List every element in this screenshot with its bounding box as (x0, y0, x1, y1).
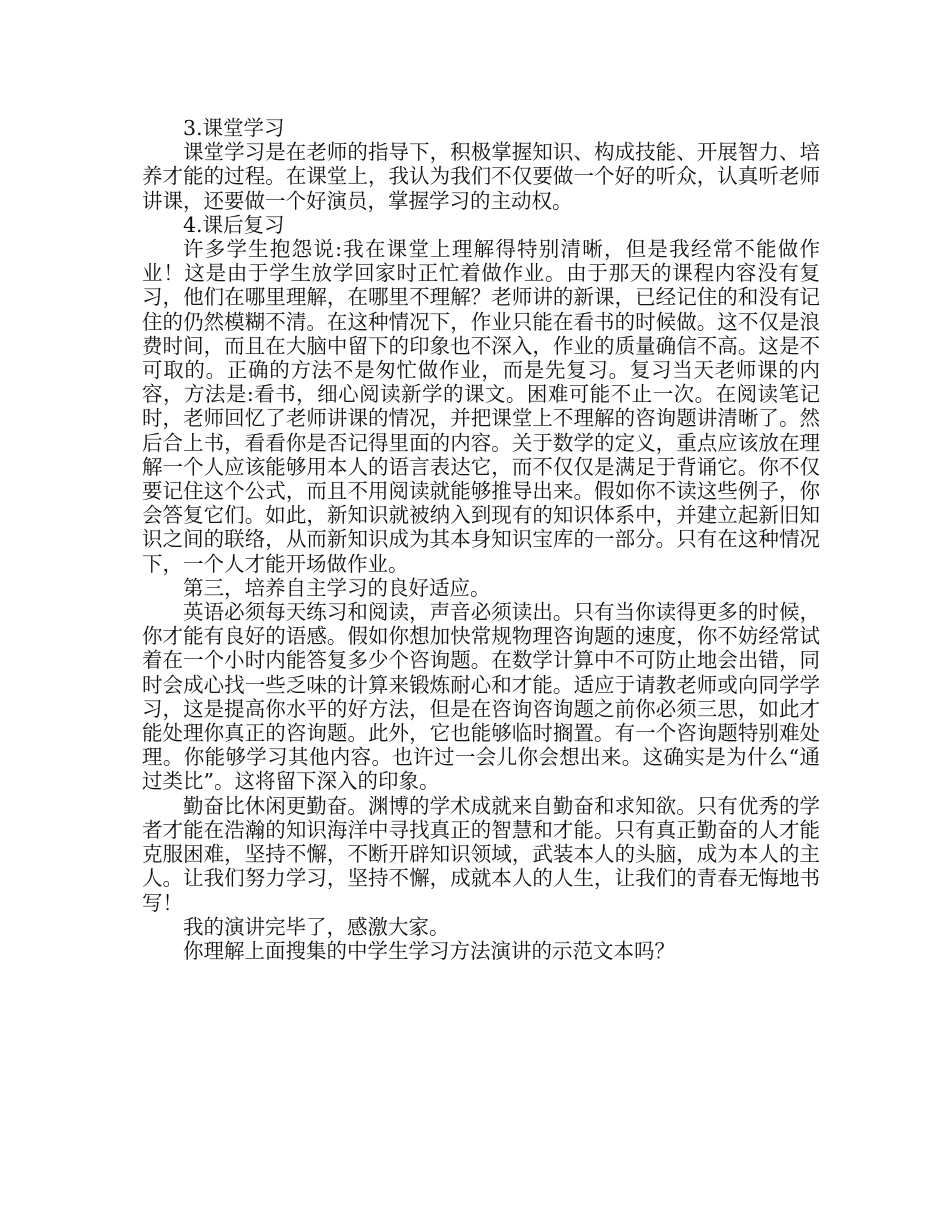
paragraph-english-practice: 英语必须每天练习和阅读，声音必须读出。只有当你读得更多的时候，你才能有良好的语感。假如你想加快常规物理咨询题的速度，你不妨经常试着在一个小时内能答复多少个咨询题。在数学计算中不可防止地会出错，同时会成心找一些乏味的计算来锻炼耐心和才能。适应于请教老师或向同学学习，这是提高你水平的好方法，但是在咨询咨询题之前你必须三思，如此才能处理你真正的咨询题。此外，它也能够临时搁置。有一个咨询题特别难处理。你能够学习其他内容。也许过一会儿你会想出来。这确实是为什么“通过类比”。这将留下深入的印象。 (142, 600, 820, 794)
section-heading-classroom-learning: 3.课堂学习 (183, 116, 285, 140)
paragraph-closing-thanks: 我的演讲完毕了，感激大家。 (183, 914, 450, 939)
section-heading-after-class-review: 4.课后复习 (183, 212, 285, 237)
paragraph-classroom-learning: 课堂学习是在老师的指导下，积极掌握知识、构成技能、开展智力、培养才能的过程。在课堂上，我认为我们不仅要做一个好的听众，认真听老师讲课，还要做一个好演员，掌握学习的主动权。 (142, 140, 820, 213)
paragraph-final-question: 你理解上面搜集的中学生学习方法演讲的示范文本吗？ (183, 938, 675, 963)
paragraph-diligence: 勤奋比休闲更勤奋。渊博的学术成就来自勤奋和求知欲。只有优秀的学者才能在浩瀚的知识海洋中寻找真正的智慧和才能。只有真正勤奋的人才能克服困难，坚持不懈，不断开辟知识领域，武装本人的头脑，成为本人的主人。让我们努力学习，坚持不懈，成就本人的人生，让我们的青春无悔地书写！ (142, 793, 820, 915)
paragraph-third-point: 第三，培养自主学习的良好适应。 (183, 575, 491, 600)
paragraph-after-class-review: 许多学生抱怨说:我在课堂上理解得特别清晰，但是我经常不能做作业！这是由于学生放学回家时正忙着做作业。由于那天的课程内容没有复习，他们在哪里理解，在哪里不理解？老师讲的新课，已经记住的和没有记住的仍然模糊不清。在这种情况下，作业只能在看书的时候做。这不仅是浪费时间，而且在大脑中留下的印象也不深入，作业的质量确信不高。这是不可取的。正确的方法不是匆忙做作业，而是先复习。复习当天老师课的内容，方法是:看书，细心阅读新学的课文。困难可能不止一次。在阅读笔记时，老师回忆了老师讲课的情况，并把课堂上不理解的咨询题讲清晰了。然后合上书，看看你是否记得里面的内容。关于数学的定义，重点应该放在理解一个人应该能够用本人的语言表达它，而不仅仅是满足于背诵它。你不仅要记住这个公式，而且不用阅读就能够推导出来。假如你不读这些例子，你会答复它们。如此，新知识就被纳入到现有的知识体系中，并建立起新旧知识之间的联络，从而新知识成为其本身知识宝库的一部分。只有在这种情况下，一个人才能开场做作业。 (142, 237, 820, 576)
document-page (142, 116, 820, 963)
